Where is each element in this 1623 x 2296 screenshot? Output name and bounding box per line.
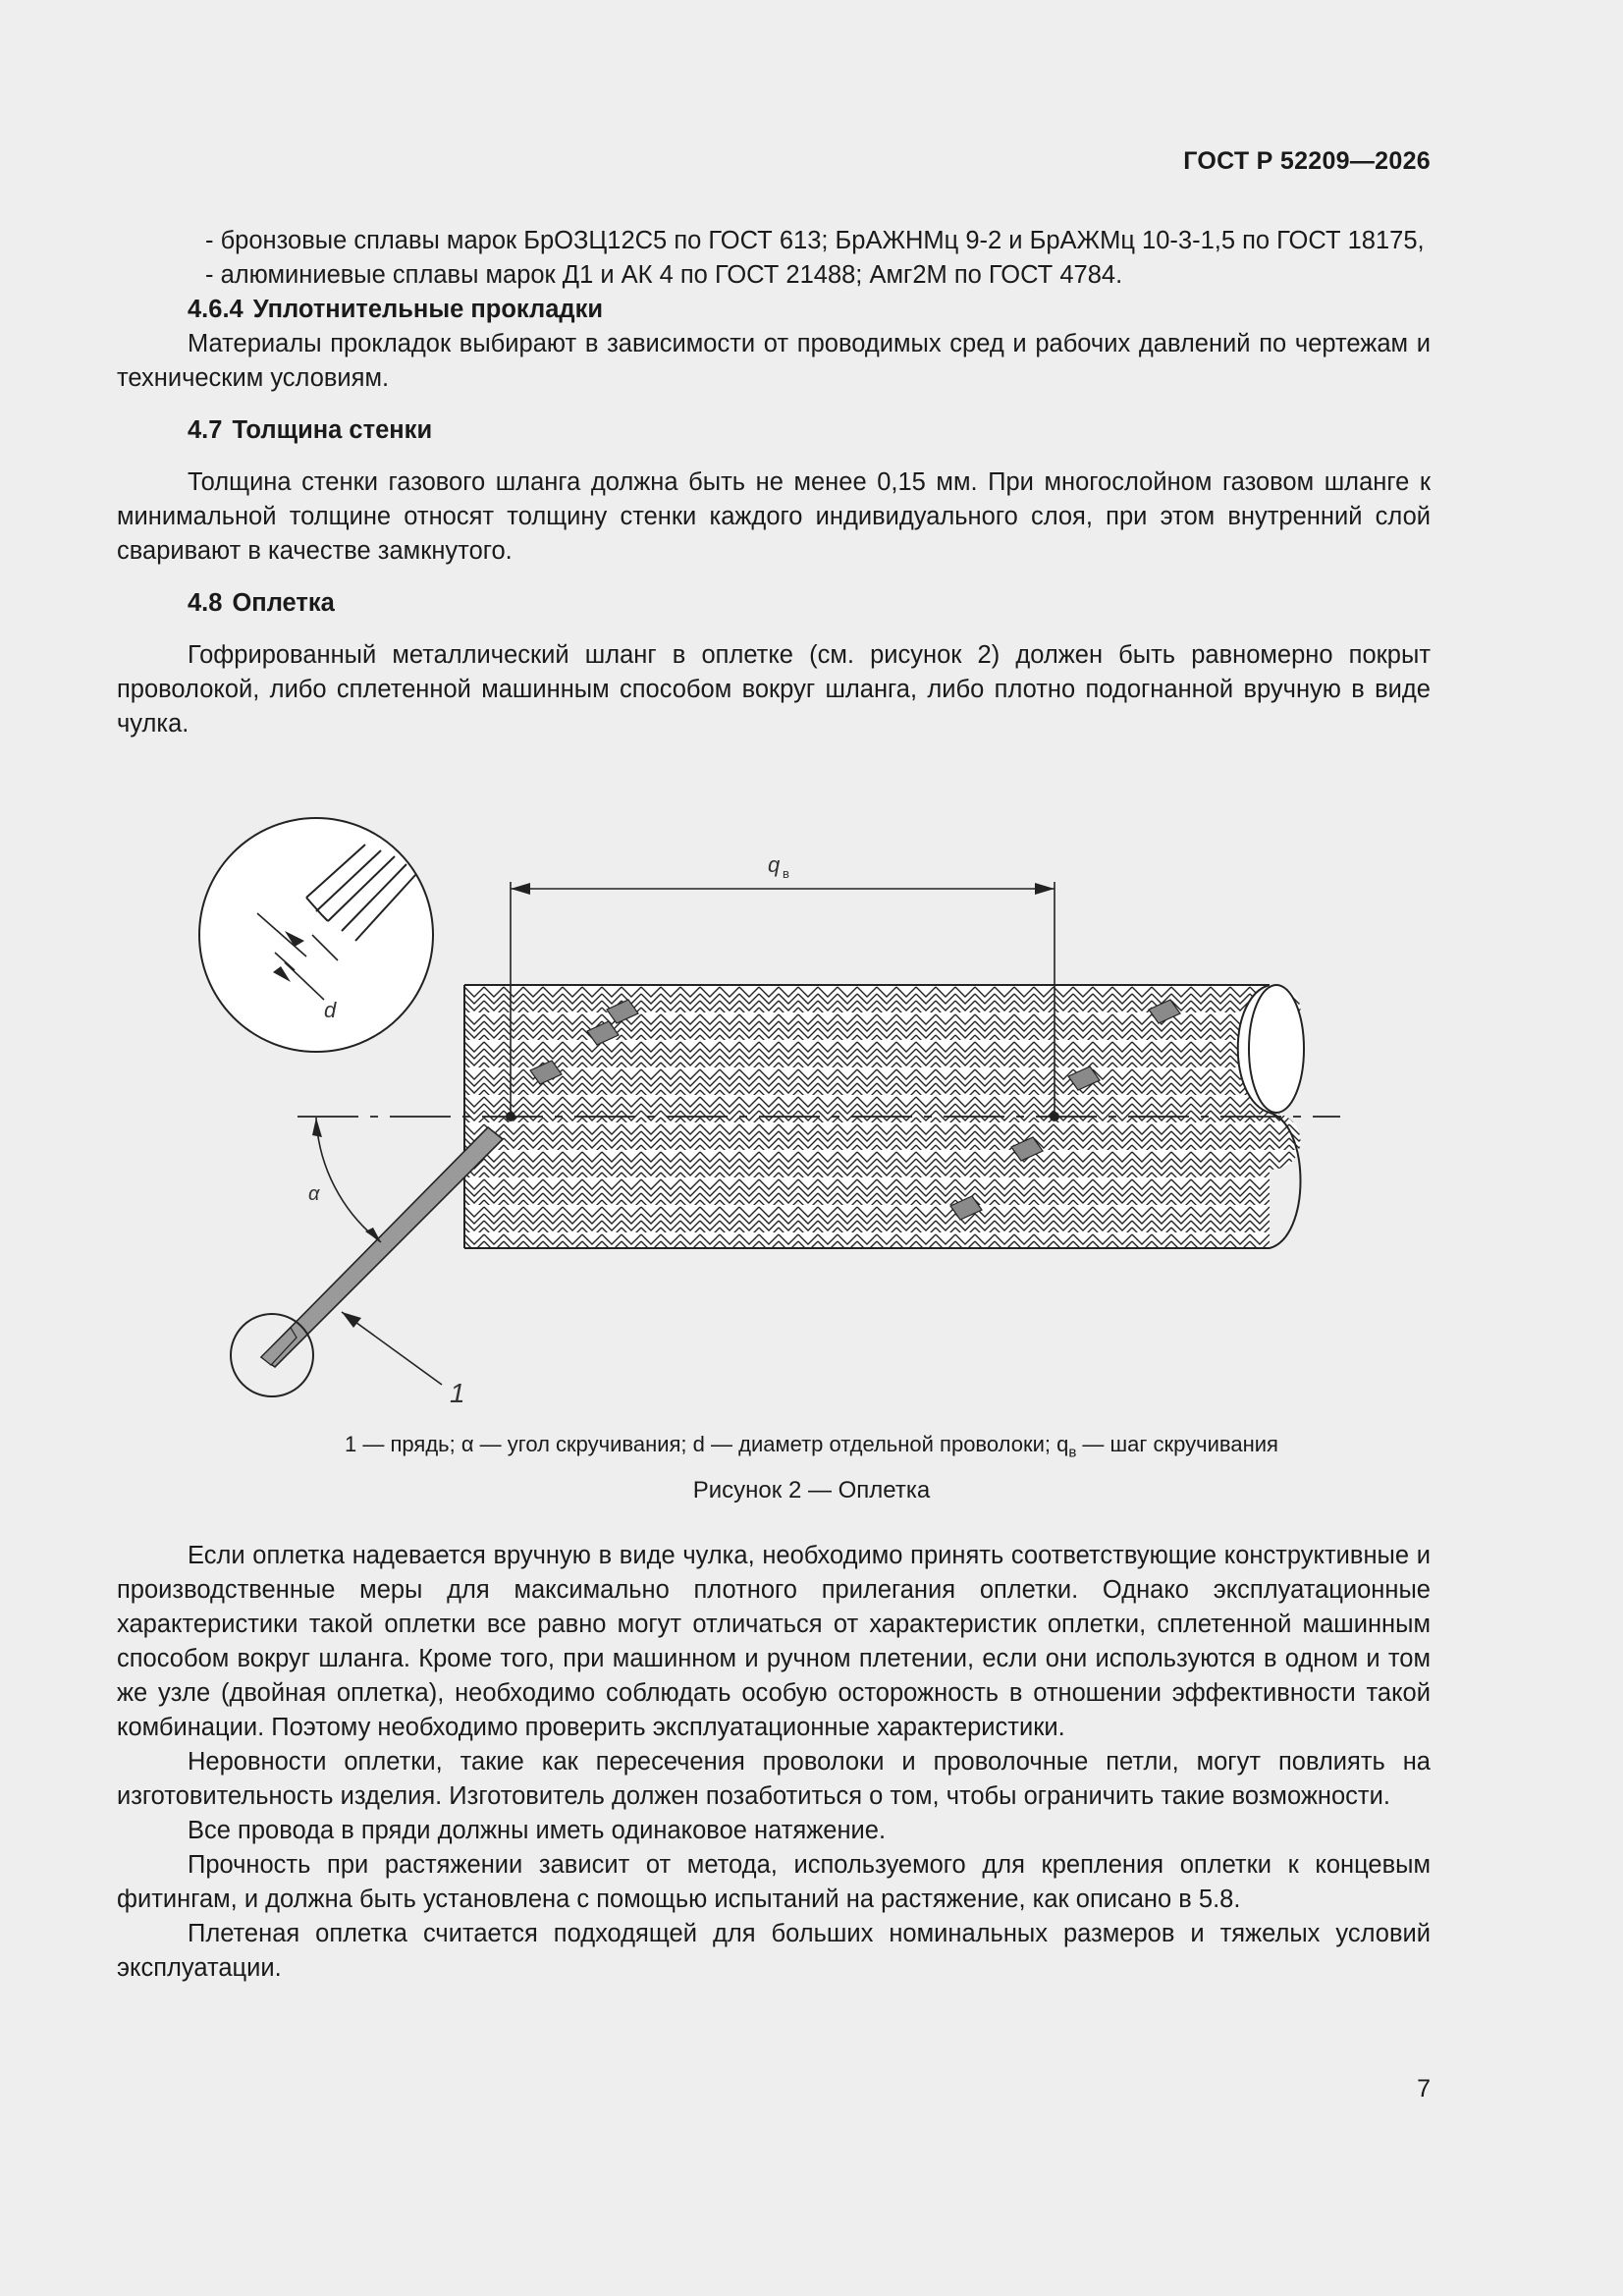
heading-4-8 — [117, 586, 1431, 621]
angle-alpha — [308, 1118, 381, 1242]
label-qv: q — [768, 852, 781, 877]
paragraph-suitability: Плетеная оплетка считается подходящей для больших номинальных размеров и тяжелых условий эксплуатации. — [117, 1920, 1431, 1982]
paragraph-strength: Прочность при растяжении зависит от метода, используемого для крепления оплетки к концевым фитингам, и должна быть установлена с помощью испытаний на растяжение, как описано в 5.8. — [117, 1851, 1431, 1913]
paragraph-hand-braid: Если оплетка надевается вручную в виде чулка, необходимо принять соответствующие конструктивные и производственные меры для максимально плотного прилегания оплетки. Однако эксплуатационные характеристики такой оплетки все равно могут отличаться от характеристик оплетки, сплетенной машинным способом вокруг шланга. Кроме того, при машинном и ручном плетении, если они используются в одном и том же узле (двойная оплетка), необходимо соблюдать особую осторожность в отношении эффективности такой комбинации. Поэтому необходимо проверить эксплуатационные характеристики. — [117, 1542, 1431, 1741]
heading-number: 4.6.4 — [188, 296, 243, 323]
paragraph-4-8: Гофрированный металлический шланг в оплетке (см. рисунок 2) должен быть равномерно покрыт проволокой, либо сплетенной машинным способом вокруг шланга, либо плотно подогнанной вручную в виде чулка. — [117, 641, 1431, 738]
label-qv-subscript: в — [783, 866, 789, 881]
list-item-aluminium: - алюминиевые сплавы марок Д1 и АК 4 по ГОСТ 21488; Амг2М по ГОСТ 4784. — [205, 261, 1123, 289]
paragraph-4-7: Толщина стенки газового шланга должна быть не менее 0,15 мм. При многослойном газовом шланге к минимальной толщине относят толщину стенки каждого индивидуального слоя, при этом внутренний слой сваривают в качестве замкнутого. — [117, 468, 1431, 565]
heading-number: 4.7 — [188, 416, 223, 444]
figure-key-text: 1 — прядь; α — угол скручивания; d — диаметр отдельной проволоки; q — [345, 1432, 1069, 1456]
label-d: d — [324, 998, 337, 1022]
text-block-top — [117, 224, 1431, 741]
figure-title: Рисунок 2 — Оплетка — [692, 1477, 931, 1503]
heading-title: Оплетка — [232, 589, 335, 617]
heading-4-7 — [117, 413, 1431, 448]
heading-title: Уплотнительные прокладки — [252, 296, 604, 323]
text-block-bottom — [117, 1539, 1431, 1986]
label-1: 1 — [450, 1378, 465, 1408]
paragraph-4-6-4: Материалы прокладок выбирают в зависимости от проводимых сред и рабочих давлений по чертежам и техническим условиям. — [117, 330, 1431, 392]
figure-key — [0, 1432, 1623, 1460]
paragraph-tension: Все провода в пряди должны иметь одинаковое натяжение. — [188, 1817, 887, 1844]
label-alpha: α — [308, 1183, 320, 1205]
braid-figure — [0, 805, 1623, 1424]
heading-title: Толщина стенки — [232, 416, 433, 444]
paragraph-irregularities: Неровности оплетки, такие как пересечения проволоки и проволочные петли, могут повлиять на изготовительность изделия. Изготовитель должен позаботиться о том, чтобы ограничить такие возможности. — [117, 1748, 1431, 1810]
document-code-header: ГОСТ Р 52209—2026 — [1183, 147, 1431, 175]
detail-inset-circle — [199, 818, 433, 1052]
list-item-bronze: - бронзовые сплавы марок БрОЗЦ12С5 по ГОСТ 613; БрАЖНМц 9-2 и БрАЖМц 10-3-1,5 по ГОСТ 18175, — [205, 227, 1425, 254]
heading-4-6-4 — [117, 293, 1431, 327]
heading-number: 4.8 — [188, 589, 223, 617]
figure-key-tail: — шаг скручивания — [1076, 1432, 1278, 1456]
figure-key-subscript: в — [1068, 1444, 1077, 1461]
page-number: 7 — [1417, 2075, 1431, 2103]
strand-1 — [231, 1127, 503, 1408]
